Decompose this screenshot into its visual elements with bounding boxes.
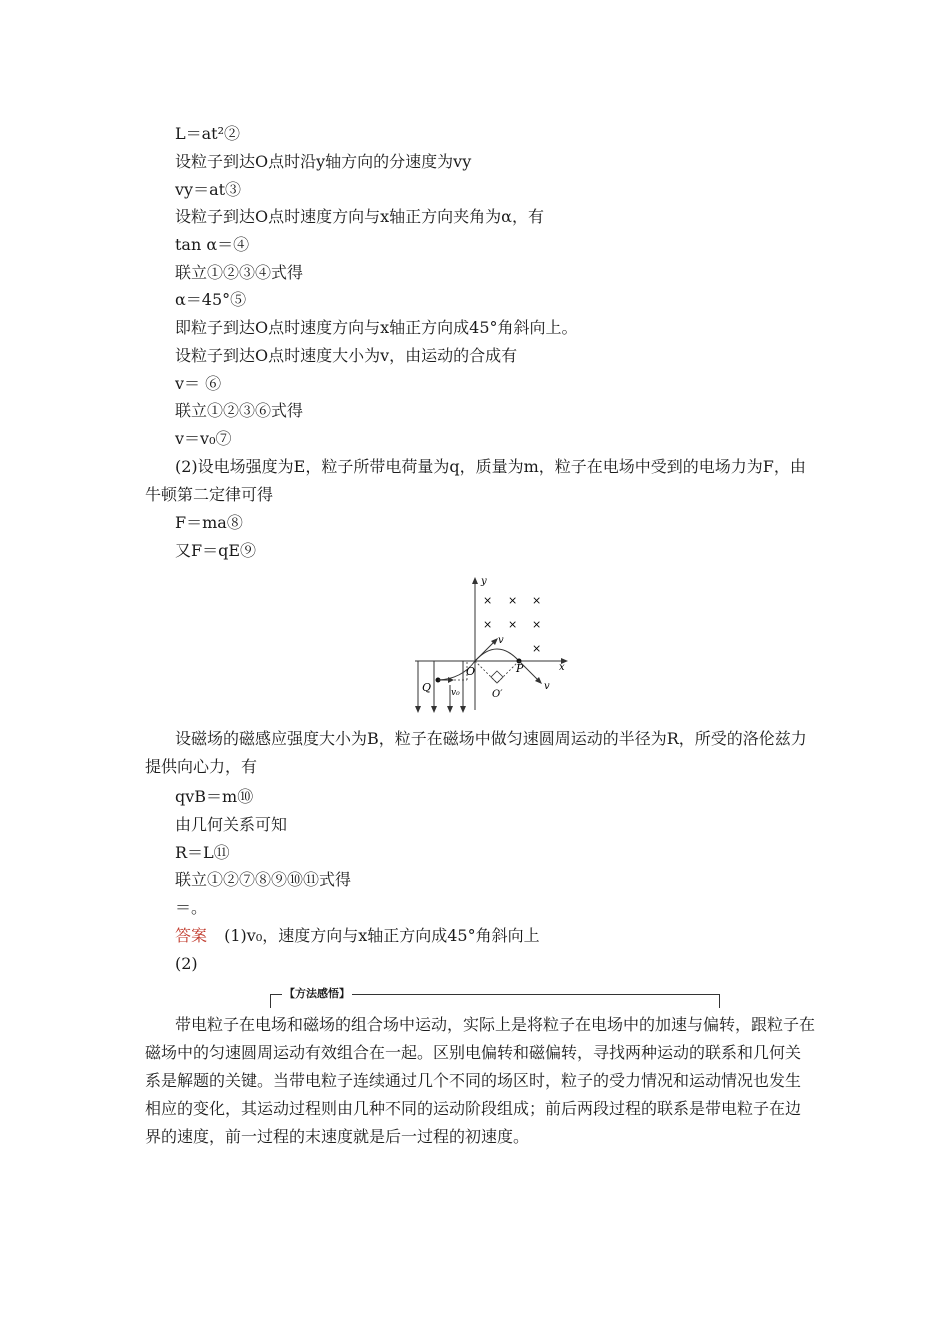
field-cross: × <box>532 594 542 607</box>
method-paragraph: 带电粒子在电场和磁场的组合场中运动，实际上是将粒子在电场中的加速与偏转，跟粒子在磁场中的匀速圆周运动有效组合在一起。区别电偏转和磁偏转，寻找两种运动的联系和几何关系是解题的关键。当带电粒子连续通过几个不同的场区时，粒子的受力情况和运动情况也发生相应的变化，其运动过程则由几种不同的运动阶段组成；前后两段过程的联系是带电粒子在边界的速度，前一过程的末速度就是后一过程的初速度。 <box>145 1015 816 1146</box>
eq-line-15: 又F＝qE⑨ <box>175 541 257 560</box>
physics-diagram <box>410 575 575 715</box>
field-cross: × <box>532 642 542 655</box>
eq-line-21: ＝。 <box>175 898 208 917</box>
o-prime-label: O′ <box>492 689 503 700</box>
text-line-18: 由几何关系可知 <box>175 815 288 834</box>
o-label: O <box>466 665 476 678</box>
eq-line-12: v＝v₀⑦ <box>175 429 232 448</box>
field-cross: × <box>483 618 493 631</box>
p-label: P <box>516 662 524 675</box>
x-axis-label: x <box>559 662 565 673</box>
text-line-2: 设粒子到达O点时沿y轴方向的分速度为vy <box>175 152 472 171</box>
text-line-11: 联立①②③⑥式得 <box>175 401 304 420</box>
answer-line-2: (2) <box>175 954 198 973</box>
eq-line-19: R＝L⑪ <box>175 843 230 862</box>
eq-line-5: tan α＝④ <box>175 235 250 254</box>
field-cross: × <box>483 594 493 607</box>
field-cross: × <box>508 594 518 607</box>
answer-label: 答案 <box>175 926 208 945</box>
eq-line-1: L＝at²② <box>175 124 241 143</box>
eq-line-3: vy＝at③ <box>175 180 242 199</box>
text-line-20: 联立①②⑦⑧⑨⑩⑪式得 <box>175 870 352 889</box>
field-cross: × <box>532 618 542 631</box>
eq-line-10: v＝ ⑥ <box>175 374 222 393</box>
v-label-p: v <box>544 681 550 692</box>
text-line-8: 即粒子到达O点时速度方向与x轴正方向成45°角斜向上。 <box>175 318 578 337</box>
eq-line-14: F＝ma⑧ <box>175 513 243 532</box>
v0-label: v₀ <box>451 688 460 698</box>
v-label-o: v <box>498 635 504 646</box>
answer-text: (1)v₀，速度方向与x轴正方向成45°角斜向上 <box>224 926 540 945</box>
q-label: Q <box>422 681 432 694</box>
text-line-9: 设粒子到达O点时速度大小为v，由运动的合成有 <box>175 346 518 365</box>
eq-line-7: α＝45°⑤ <box>175 290 247 309</box>
method-title: 【方法感悟】 <box>284 987 350 1000</box>
method-header <box>270 986 720 1008</box>
paragraph-magnetic: 设磁场的磁感应强度大小为B，粒子在磁场中做匀速圆周运动的半径为R，所受的洛伦兹力提供向心力，有 <box>145 729 807 776</box>
eq-line-17: qvB＝m⑩ <box>175 787 254 806</box>
field-cross: × <box>508 618 518 631</box>
paragraph-part-2: (2)设电场强度为E，粒子所带电荷量为q，质量为m，粒子在电场中受到的电场力为F，由牛顿第二定律可得 <box>145 457 806 504</box>
text-line-6: 联立①②③④式得 <box>175 263 304 282</box>
text-line-4: 设粒子到达O点时速度方向与x轴正方向夹角为α，有 <box>175 207 544 226</box>
answer-line <box>175 926 540 946</box>
y-axis-label: y <box>481 576 487 587</box>
